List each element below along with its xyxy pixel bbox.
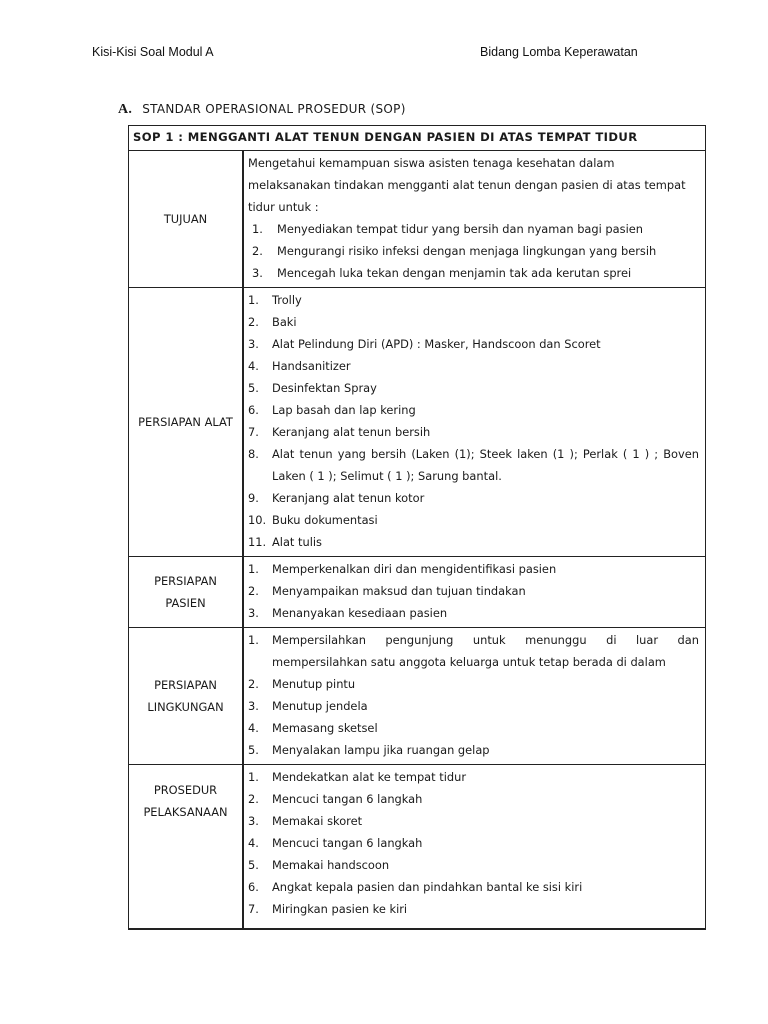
content-persiapan-alat (243, 288, 706, 557)
list-item-number: 2. (248, 584, 259, 598)
tujuan-intro: Mengetahui kemampuan siswa asisten tenaga kesehatan dalam melaksanakan tindakan mengganti alat tenun dengan pasien di atas tempat tidur untuk : (248, 156, 686, 214)
list-item-number: 5. (248, 381, 259, 395)
list-item-number: 7. (248, 425, 259, 439)
label-persiapan-alat: PERSIAPAN ALAT (129, 288, 244, 557)
list-item-number: 3. (248, 606, 259, 620)
content-persiapan-lingkungan (243, 628, 706, 765)
sop-table (128, 125, 706, 930)
list-item-number: 1. (252, 222, 263, 236)
list-item-text: Memasang sketsel (272, 721, 378, 735)
list-item-number: 11. (248, 535, 267, 549)
row-persiapan-alat (129, 288, 706, 557)
label-persiapan-pasien (129, 557, 244, 628)
list-item-text: Desinfektan Spray (272, 381, 377, 395)
list-item-text: Trolly (272, 293, 302, 307)
row-persiapan-pasien (129, 557, 706, 628)
list-item-number: 7. (248, 902, 259, 916)
list-item-text: Menutup pintu (272, 677, 356, 691)
sop-title-row (129, 126, 706, 151)
list-item-number: 1. (248, 770, 259, 784)
list-item-number: 3. (248, 814, 259, 828)
list-item-number: 2. (248, 315, 259, 329)
list-item-text: Mendekatkan alat ke tempat tidur (272, 770, 467, 784)
list-item (248, 810, 699, 832)
list-item (248, 558, 699, 580)
pelaksanaan-list (248, 766, 699, 920)
list-item (248, 240, 699, 262)
list-item-number: 9. (248, 491, 259, 505)
label-persiapan-pasien-line2: PASIEN (165, 596, 206, 610)
list-item-number: 1. (248, 633, 259, 647)
list-item-text: Alat Pelindung Diri (APD) : Masker, Handscoon dan Scoret (272, 337, 601, 351)
section-heading (118, 102, 406, 118)
label-tujuan: TUJUAN (129, 151, 244, 288)
header-left-title: Kisi-Kisi Soal Modul A (92, 45, 214, 59)
list-item (248, 487, 699, 509)
list-item (248, 854, 699, 876)
list-item (248, 673, 699, 695)
list-item (248, 509, 699, 531)
list-item (248, 739, 699, 761)
content-tujuan (243, 151, 706, 288)
lingkungan-list (248, 629, 699, 761)
list-item-number: 8. (248, 447, 259, 461)
list-item-text: Memakai skoret (272, 814, 363, 828)
list-item-number: 6. (248, 403, 259, 417)
list-item (248, 695, 699, 717)
row-persiapan-lingkungan (129, 628, 706, 765)
list-item (248, 421, 699, 443)
list-item (248, 898, 699, 920)
list-item-number: 2. (248, 792, 259, 806)
list-item-number: 6. (248, 880, 259, 894)
row-prosedur-pelaksanaan (129, 765, 706, 930)
list-item-number: 5. (248, 858, 259, 872)
list-item-text: Menanyakan kesediaan pasien (272, 606, 448, 620)
list-item-text: Keranjang alat tenun bersih (272, 425, 431, 439)
list-item-number: 3. (248, 699, 259, 713)
list-item-text: Handsanitizer (272, 359, 351, 373)
list-item-text: Angkat kepala pasien dan pindahkan bantal ke sisi kiri (272, 880, 583, 894)
list-item-text: Baki (272, 315, 297, 329)
list-item-text: Mengurangi risiko infeksi dengan menjaga lingkungan yang bersih (277, 244, 657, 258)
list-item-text: Memperkenalkan diri dan mengidentifikasi pasien (272, 562, 557, 576)
list-item-text: Mencuci tangan 6 langkah (272, 792, 423, 806)
list-item (248, 531, 699, 553)
list-item-number: 5. (248, 743, 259, 757)
content-persiapan-pasien (243, 557, 706, 628)
header-right-title: Bidang Lomba Keperawatan (480, 45, 638, 59)
list-item-text: Buku dokumentasi (272, 513, 378, 527)
list-item (248, 788, 699, 810)
list-item-text: Lap basah dan lap kering (272, 403, 416, 417)
list-item-number: 4. (248, 359, 259, 373)
list-item (248, 311, 699, 333)
list-item-number: 1. (248, 562, 259, 576)
label-prosedur-pelaksanaan-line1: PROSEDUR (153, 783, 218, 797)
list-item-text: Menyampaikan maksud dan tujuan tindakan (272, 584, 526, 598)
label-persiapan-lingkungan-line2: LINGKUNGAN (147, 700, 224, 714)
list-item-text: Keranjang alat tenun kotor (272, 491, 425, 505)
row-tujuan (129, 151, 706, 288)
list-item (248, 602, 699, 624)
section-letter: A. (118, 102, 133, 117)
tujuan-list (248, 218, 699, 284)
list-item (248, 832, 699, 854)
list-item-text: Memakai handscoon (272, 858, 390, 872)
list-item (248, 580, 699, 602)
list-item (248, 289, 699, 311)
list-item-number: 2. (248, 677, 259, 691)
list-item (248, 766, 699, 788)
alat-list (248, 289, 699, 553)
list-item-text: Menyalakan lampu jika ruangan gelap (272, 743, 490, 757)
list-item (248, 262, 699, 284)
list-item-number: 4. (248, 721, 259, 735)
list-item (248, 377, 699, 399)
label-prosedur-pelaksanaan (129, 765, 244, 930)
list-item (248, 218, 699, 240)
list-item-text: Menutup jendela (272, 699, 368, 713)
section-title: STANDAR OPERASIONAL PROSEDUR (SOP) (142, 102, 406, 116)
label-prosedur-pelaksanaan-line2: PELAKSANAAN (143, 805, 228, 819)
label-persiapan-lingkungan-line1: PERSIAPAN (154, 678, 217, 692)
list-item-text: Menyediakan tempat tidur yang bersih dan nyaman bagi pasien (277, 222, 643, 236)
list-item-number: 3. (252, 266, 263, 280)
list-item-text: Miringkan pasien ke kiri (272, 902, 408, 916)
label-persiapan-pasien-line1: PERSIAPAN (154, 574, 217, 588)
label-persiapan-lingkungan (129, 628, 244, 765)
list-item-number: 3. (248, 337, 259, 351)
list-item-text: Alat tulis (272, 535, 322, 549)
list-item (248, 333, 699, 355)
list-item (248, 399, 699, 421)
list-item (248, 629, 699, 673)
list-item-number: 2. (252, 244, 263, 258)
pasien-list (248, 558, 699, 624)
list-item (248, 443, 699, 487)
list-item-number: 4. (248, 836, 259, 850)
list-item-text: Mencegah luka tekan dengan menjamin tak ada kerutan sprei (277, 266, 632, 280)
list-item-text: Alat tenun yang bersih (Laken (1); Steek laken (1 ); Perlak ( 1 ) ; Boven Laken ( 1 ); Selimut ( 1 ); Sarung bantal. (272, 447, 699, 483)
list-item (248, 876, 699, 898)
content-prosedur-pelaksanaan (243, 765, 706, 930)
list-item-text: Mencuci tangan 6 langkah (272, 836, 423, 850)
list-item (248, 717, 699, 739)
list-item-number: 1. (248, 293, 259, 307)
list-item-number: 10. (248, 513, 267, 527)
list-item-text: Mempersilahkan pengunjung untuk menunggu di luar dan mempersilahkan satu anggota keluarga untuk tetap berada di dalam (272, 633, 699, 669)
sop-title: SOP 1 : MENGGANTI ALAT TENUN DENGAN PASIEN DI ATAS TEMPAT TIDUR (129, 126, 706, 151)
list-item (248, 355, 699, 377)
